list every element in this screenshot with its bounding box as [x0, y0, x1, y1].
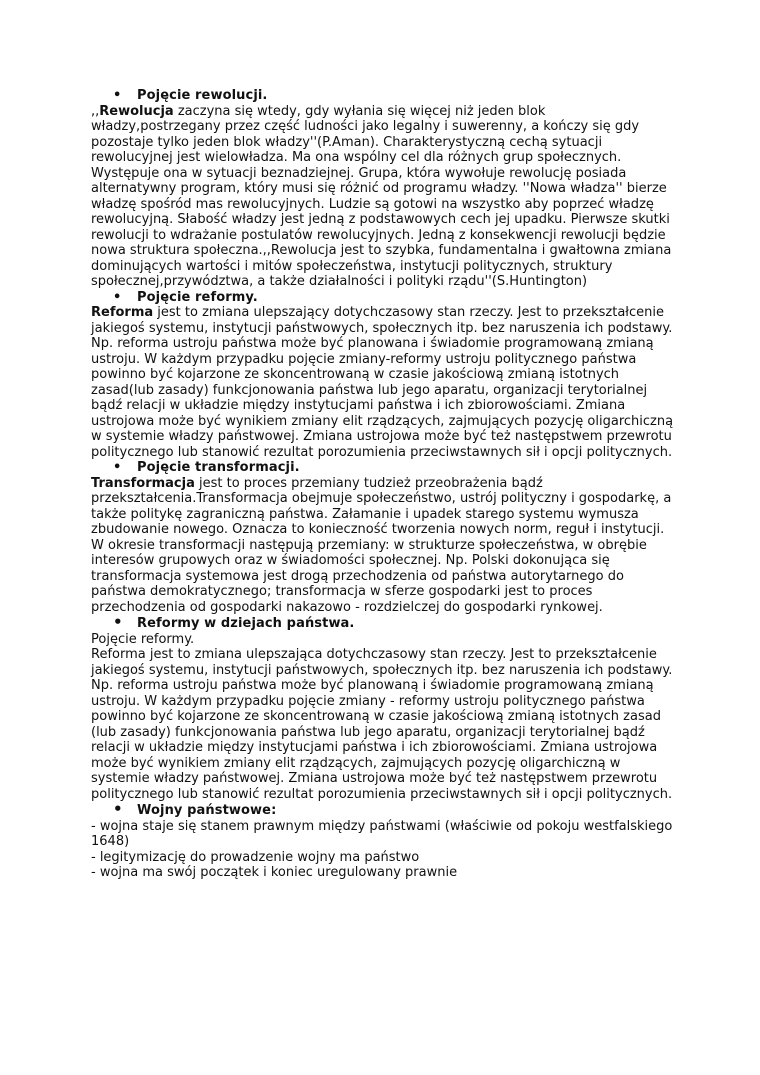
- heading-text: Pojęcie reformy.: [137, 289, 258, 305]
- heading-text: Wojny państwowe:: [137, 803, 277, 818]
- bullet-icon: •: [113, 289, 122, 305]
- paragraph-transformation: [91, 476, 675, 616]
- section-heading-reform: [91, 290, 675, 306]
- section-heading-revolution: [91, 88, 675, 104]
- heading-text: Reformy w dziejach państwa.: [137, 616, 355, 631]
- bullet-icon: •: [113, 88, 122, 103]
- heading-text: Pojęcie transformacji.: [137, 460, 300, 475]
- term-transformacja: Transformacja: [91, 475, 195, 491]
- paragraph-state-reforms: Reforma jest to zmiana ulepszająca dotychczasowy stan rzeczy. Jest to przekształcenie jakiegoś systemu, instytucji państwowych, społecznych itp. bez naruszenia ich podstawy. Np. reforma ustroju państwa może być planowaną i świadomie programowaną zmianą ustroju. W każdym przypadku pojęcie zmiany - reformy ustroju politycznego państwa powinno być kojarzone ze skoncentrowaną w czasie jakościową zmianą istotnych zasad (lub zasady) funkcjonowania państwa lub jego aparatu, organizacji terytorialnej bądź relacji w układzie między instytucjami państwa i ich zbiorowościami. Zmiana ustrojowa może być wynikiem zmiany elit rządzących, zajmujących pozycję oligarchiczną w systemie władzy państwowej. Zmiana ustrojowa może być też następstwem przewrotu politycznego lub stanowić rezultat porozumienia przeciwstawnych sił i opcji politycznych.: [91, 647, 673, 802]
- term-reforma: Reforma: [91, 305, 154, 320]
- heading-text: Pojęcie rewolucji.: [137, 88, 268, 103]
- bullet-icon: •: [113, 800, 123, 818]
- section-heading-transformation: [91, 460, 675, 476]
- list-item: - wojna staje się stanem prawnym między państwami (właściwie od pokoju westfalskiego 1648): [91, 818, 673, 849]
- wars-list: [91, 819, 675, 881]
- paragraph-text: jest to zmiana ulepszający dotychczasowy stan rzeczy. Jest to przekształcenie jakiegoś systemu, instytucji państwowych, społecznych itp. bez naruszenia ich podstawy. Np. reforma ustroju państwa może być planowana i świadomie programowaną zmianą ustroju. W każdym przypadku pojęcie zmiany-reformy ustroju politycznego państwa powinno być kojarzone ze skoncentrowaną w czasie jakościową zmianą istotnych zasad(lub zasady) funkcjonowania państwa lub jego aparatu, organizacji terytorialnej bądź relacji w układzie między instytucjami państwa i ich zbiorowościami. Zmiana ustrojowa może być wynikiem zmiany elit rządzących, zajmujących pozycję oligarchiczną w systemie władzy państwowej. Zmiana ustrojowa może być też następstwem przewrotu politycznego lub stanowić rezultat porozumienia przeciwstawnych sił i opcji politycznych.: [91, 305, 674, 460]
- quote-prefix: ,,: [91, 103, 100, 119]
- subline-reform-concept: Pojęcie reformy.: [91, 631, 195, 647]
- bullet-icon: •: [113, 613, 123, 631]
- list-item: - legitymizację do prowadzenie wojny ma państwo: [91, 849, 420, 865]
- paragraph-reform: [91, 305, 675, 460]
- document-page: [91, 88, 675, 881]
- term-revolucja: Rewolucja: [99, 103, 174, 119]
- section-heading-wars: [91, 802, 675, 819]
- section-heading-state-reforms: [91, 615, 675, 632]
- paragraph-text: jest to proces przemiany tudzież przeobrażenia bądź przekształcenia.Transformacja obejmuje społeczeństwo, ustrój polityczny i gospodarkę, a także politykę zagraniczną państwa. Załamanie i upadek starego systemu wymusza zbudowanie nowego. Oznacza to konieczność tworzenia nowych norm, reguł i instytucji. W okresie transformacji następują przemiany: w strukturze społeczeństwa, w obrębie interesów grupowych oraz w świadomości społecznej. Np. Polski dokonująca się transformacja systemowa jest drogą przechodzenia od państwa autorytarnego do państwa demokratycznego; transformacja w sferze gospodarki jest to proces przechodzenia od gospodarki nakazowo - rozdzielczej do gospodarki rynkowej.: [91, 475, 672, 615]
- paragraph-text: zaczyna się wtedy, gdy wyłania się więcej niż jeden blok władzy,postrzegany przez część ludności jako legalny i suwerenny, a kończy się gdy pozostaje tylko jeden blok władzy''(P.Aman). Charakterystyczną cechą sytuacji rewolucyjnej jest wielowładza. Ma ona wspólny cel dla różnych grup społecznych. Występuje ona w sytuacji beznadziejnej. Grupa, która wywołuje rewolucję posiada alternatywny program, który musi się różnić od programu władzy. ''Nowa władza'' bierze władzę spośród mas rewolucyjnych. Ludzie są gotowi na wszystko aby poprzeć władzę rewolucyjną. Słabość władzy jest jedną z podstawowych cech jej upadku. Pierwsze skutki rewolucji to wdrażanie postulatów rewolucyjnych. Jedną z konsekwencji rewolucji będzie nowa struktura społeczna.,,Rewolucja jest to szybka, fundamentalna i gwałtowna zmiana dominujących wartości i mitów społeczeństwa, instytucji politycznych, struktury społecznej,przywództwa, a także działalności i polityki rządu''(S.Huntington): [91, 103, 672, 289]
- paragraph-revolution: [91, 104, 675, 290]
- bullet-icon: •: [113, 460, 122, 475]
- list-item: - wojna ma swój początek i koniec uregulowany prawnie: [91, 865, 458, 880]
